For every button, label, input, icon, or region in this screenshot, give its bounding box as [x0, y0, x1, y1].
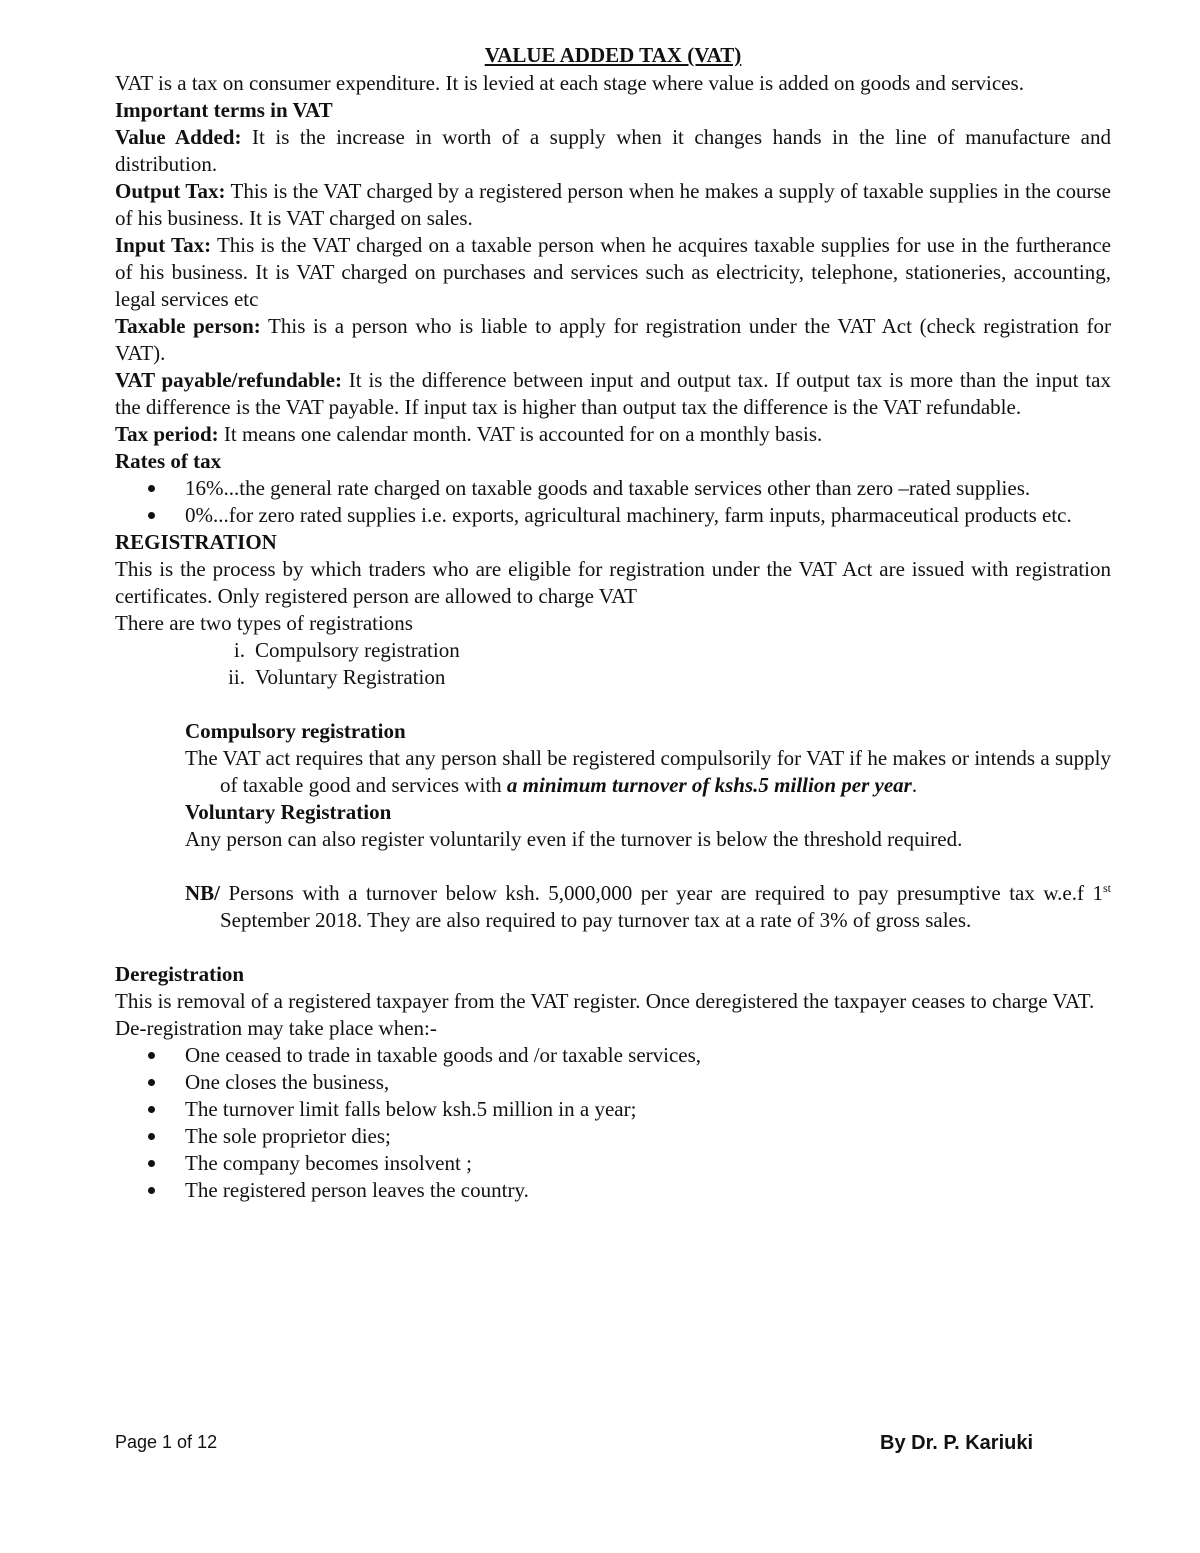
registration-paragraph: This is the process by which traders who are eligible for registration under the VAT Act are issued with registration certificates. Only registered person are allowed to charge VAT — [115, 557, 1111, 608]
list-item: One ceased to trade in taxable goods and /or taxable services, — [115, 1042, 1111, 1069]
spacer — [115, 934, 1111, 961]
bullet-icon — [148, 1187, 155, 1194]
term-paragraph — [115, 367, 1111, 421]
term-definition: It is the increase in worth of a supply when it changes hands in the line of manufacture and distribution. — [115, 125, 1111, 176]
compulsory-paragraph: The VAT act requires that any person shall be registered compulsorily for VAT if he makes or intends a supply of taxable good and services with a minimum turnover of kshs.5 million per year. — [185, 746, 1111, 797]
term-definition: It is the difference between input and output tax. If output tax is more than the input tax the difference is the VAT payable. If input tax is higher than output tax the difference is the VAT refundable. — [115, 368, 1111, 419]
voluntary-paragraph: Any person can also register voluntarily even if the turnover is below the threshold required. — [185, 827, 963, 851]
page-number: Page 1 of 12 — [115, 1432, 218, 1452]
terms-heading: Important terms in VAT — [115, 98, 333, 122]
term-label: VAT payable/refundable: — [115, 368, 342, 392]
bullet-icon — [148, 512, 155, 519]
bullet-icon — [148, 485, 155, 492]
bullet-icon — [148, 1079, 155, 1086]
bullet-icon — [148, 1160, 155, 1167]
term-definition: This is the VAT charged on a taxable person when he acquires taxable supplies for use in the furtherance of his business. It is VAT charged on purchases and services such as electricity, telephone, stationeries, accounting, legal services etc — [115, 233, 1111, 311]
compulsory-heading: Compulsory registration — [185, 719, 406, 743]
rates-list — [115, 475, 1111, 529]
term-definition: This is the VAT charged by a registered person when he makes a supply of taxable supplies in the course of his business. It is VAT charged on sales. — [115, 179, 1111, 230]
voluntary-heading: Voluntary Registration — [185, 800, 392, 824]
term-definition: This is a person who is liable to apply for registration under the VAT Act (check registration for VAT). — [115, 314, 1111, 365]
list-item: The turnover limit falls below ksh.5 million in a year; — [115, 1096, 1111, 1123]
intro-paragraph: VAT is a tax on consumer expenditure. It is levied at each stage where value is added on goods and services. — [115, 71, 1024, 95]
list-item: The company becomes insolvent ; — [115, 1150, 1111, 1177]
term-definition: It means one calendar month. VAT is accounted for on a monthly basis. — [218, 422, 823, 446]
registration-heading: REGISTRATION — [115, 530, 277, 554]
term-label: Tax period: — [115, 422, 219, 446]
bullet-icon — [148, 1052, 155, 1059]
list-item: 16%...the general rate charged on taxable goods and taxable services other than zero –rated supplies. — [115, 475, 1111, 502]
list-item: ii. Voluntary Registration — [115, 664, 1111, 691]
term-paragraph — [115, 313, 1111, 367]
deregistration-paragraph: This is removal of a registered taxpayer from the VAT register. Once deregistered the taxpayer ceases to charge VAT. — [115, 989, 1095, 1013]
threshold-emphasis: a minimum turnover of kshs.5 million per year — [506, 773, 912, 797]
document-title: VALUE ADDED TAX (VAT) — [484, 43, 742, 67]
author-credit: By Dr. P. Kariuki — [880, 1432, 1034, 1454]
deregistration-heading: Deregistration — [115, 962, 245, 986]
spacer — [115, 691, 1111, 718]
list-number: i. — [233, 638, 245, 662]
term-paragraph — [115, 178, 1111, 232]
bullet-icon — [148, 1133, 155, 1140]
term-label: Output Tax: — [115, 179, 226, 203]
list-item: i. Compulsory registration — [115, 637, 1111, 664]
list-item: One closes the business, — [115, 1069, 1111, 1096]
term-paragraph — [115, 124, 1111, 178]
registration-types-intro: There are two types of registrations — [115, 611, 413, 635]
spacer — [115, 853, 1111, 880]
list-item: The registered person leaves the country. — [115, 1177, 1111, 1204]
term-label: Input Tax: — [115, 233, 212, 257]
deregistration-list — [115, 1042, 1111, 1204]
list-item: 0%...for zero rated supplies i.e. exports, agricultural machinery, farm inputs, pharmaceutical products etc. — [115, 502, 1111, 529]
term-label: Taxable person: — [115, 314, 261, 338]
deregistration-intro: De-registration may take place when:- — [115, 1016, 437, 1040]
nb-paragraph: NB/ Persons with a turnover below ksh. 5,000,000 per year are required to pay presumptive tax w.e.f 1st September 2018. They are also required to pay turnover tax at a rate of 3% of gross sales. — [185, 881, 1111, 932]
nb-label: NB/ — [185, 881, 221, 905]
list-number: ii. — [228, 665, 245, 689]
registration-types-list — [115, 637, 1111, 691]
term-paragraph — [115, 421, 1111, 448]
bullet-icon — [148, 1106, 155, 1113]
rates-heading: Rates of tax — [115, 449, 222, 473]
document-page — [115, 42, 1111, 1204]
term-paragraph — [115, 232, 1111, 313]
list-item: The sole proprietor dies; — [115, 1123, 1111, 1150]
term-label: Value Added: — [115, 125, 242, 149]
